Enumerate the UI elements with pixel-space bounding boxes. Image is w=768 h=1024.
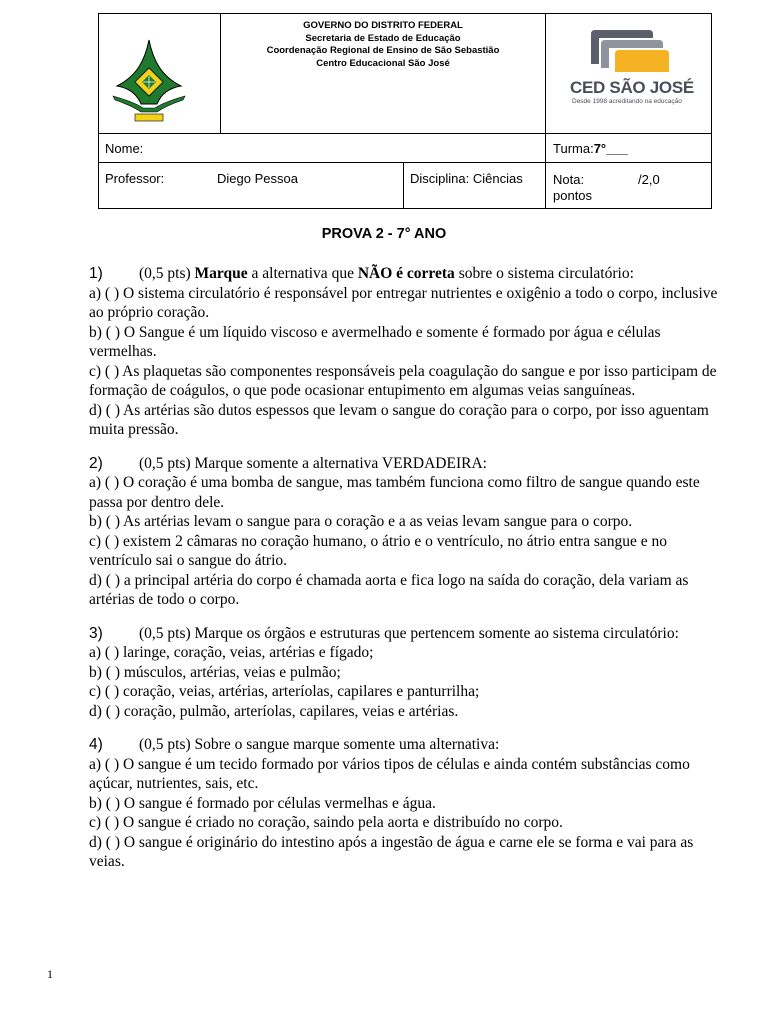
- answer-option[interactable]: d) ( ) coração, pulmão, arteríolas, capilares, veias e artérias.: [89, 702, 459, 720]
- brasilia-emblem-icon: [107, 38, 191, 128]
- stem-text: (0,5 pts): [139, 265, 195, 282]
- divider: [545, 14, 546, 208]
- nota-value: /2,0: [638, 172, 660, 187]
- school-logo-icon: [557, 28, 702, 78]
- turma-value: 7°___: [593, 141, 628, 156]
- school-name: CED SÃO JOSÉ: [570, 78, 694, 97]
- answer-option[interactable]: b) ( ) As artérias levam o sangue para o coração e a as veias levam sangue para o corpo.: [89, 513, 633, 530]
- answer-option[interactable]: b) ( ) músculos, artérias, veias e pulmão;: [89, 663, 341, 681]
- gov-line: Centro Educacional São José: [316, 57, 450, 69]
- turma-field: [553, 141, 628, 157]
- question-2: [89, 454, 729, 610]
- answer-option[interactable]: c) ( ) As plaquetas são componentes responsáveis pela coagulação do sangue e por isso participam de formação de coágulos, o que pode ocasionar entupimento em algumas veias sanguíneas.: [89, 362, 717, 399]
- gov-line: GOVERNO DO DISTRITO FEDERAL: [303, 20, 463, 31]
- question-stem: [89, 454, 729, 474]
- question-3: [89, 624, 729, 722]
- page-number: 1: [47, 967, 53, 981]
- nota-label: Nota:: [553, 172, 585, 187]
- exam-title: PROVA 2 - 7° ANO: [321, 226, 447, 242]
- nome-label: Nome:: [105, 141, 144, 156]
- question-number: 2): [89, 454, 103, 472]
- answer-option[interactable]: d) ( ) O sangue é originário do intestino após a ingestão de água e carne ele se forma e vai para as veias.: [89, 833, 694, 870]
- answer-option[interactable]: d) ( ) As artérias são dutos espessos que levam o sangue do coração para o corpo, por isso aguentam muita pressão.: [89, 401, 709, 438]
- header-table: [98, 13, 712, 209]
- stem-emphasis: Marque: [194, 265, 248, 282]
- answer-option[interactable]: b) ( ) O sangue é formado por células vermelhas e água.: [89, 794, 436, 812]
- stem-text: (0,5 pts) Sobre o sangue marque somente uma alternativa:: [139, 736, 500, 753]
- divider: [403, 162, 404, 208]
- answer-option[interactable]: d) ( ) a principal artéria do corpo é chamada aorta e fica logo na saída do coração, dela variam as artérias de todo o corpo.: [89, 571, 689, 608]
- disciplina-label: Disciplina: Ciências: [410, 171, 523, 186]
- school-tagline: Desde 1998 acreditando na educação: [572, 98, 682, 105]
- answer-option[interactable]: a) ( ) O sistema circulatório é responsável por entregar nutrientes e oxigênio a todo o corpo, inclusive ao próprio coração.: [89, 284, 718, 321]
- answer-option[interactable]: c) ( ) existem 2 câmaras no coração humano, o átrio e o ventrículo, no átrio entra sangue e no ventrículo sai o sangue do átrio.: [89, 532, 668, 569]
- professor-label: Professor:: [105, 171, 165, 186]
- question-number: 4): [89, 736, 103, 753]
- answer-option[interactable]: a) ( ) O sangue é um tecido formado por vários tipos de células e ainda contém substâncias como açúcar, nutrientes, sais, etc.: [89, 755, 690, 792]
- answer-option[interactable]: c) ( ) coração, veias, artérias, arteríolas, capilares e panturrilha;: [89, 683, 480, 700]
- answer-option[interactable]: a) ( ) O coração é uma bomba de sangue, mas também funciona como filtro de sangue quando este passa por dentro dele.: [89, 474, 700, 511]
- question-number: 1): [89, 265, 103, 282]
- gov-line: Secretaria de Estado de Educação: [305, 32, 461, 44]
- divider: [99, 133, 711, 134]
- question-1: [89, 264, 729, 440]
- questions: [89, 264, 729, 886]
- nota-unit: pontos: [553, 188, 593, 203]
- question-4: [89, 735, 729, 872]
- professor-name: Diego Pessoa: [217, 171, 298, 186]
- question-number: 3): [89, 624, 103, 642]
- stem-text: (0,5 pts) Marque os órgãos e estruturas que pertencem somente ao sistema circulatório:: [139, 624, 679, 642]
- stem-text: (0,5 pts) Marque somente a alternativa VERDADEIRA:: [139, 454, 487, 472]
- stem-emphasis: NÃO é correta: [357, 265, 455, 282]
- answer-option[interactable]: a) ( ) laringe, coração, veias, artérias e fígado;: [89, 644, 374, 661]
- divider: [99, 162, 711, 163]
- stem-text: sobre o sistema circulatório:: [454, 265, 634, 282]
- question-stem: [89, 735, 729, 755]
- turma-label: Turma:: [553, 141, 594, 156]
- answer-option[interactable]: c) ( ) O sangue é criado no coração, saindo pela aorta e distribuído no corpo.: [89, 814, 563, 831]
- government-heading: [221, 20, 545, 70]
- stem-text: a alternativa que: [247, 265, 358, 282]
- gov-line: Coordenação Regional de Ensino de São Sebastião: [266, 45, 500, 56]
- school-logo: [557, 28, 702, 118]
- question-stem: [89, 624, 729, 644]
- question-stem: [89, 264, 729, 284]
- answer-option[interactable]: b) ( ) O Sangue é um líquido viscoso e avermelhado e somente é formado por água e células vermelhas.: [89, 323, 661, 360]
